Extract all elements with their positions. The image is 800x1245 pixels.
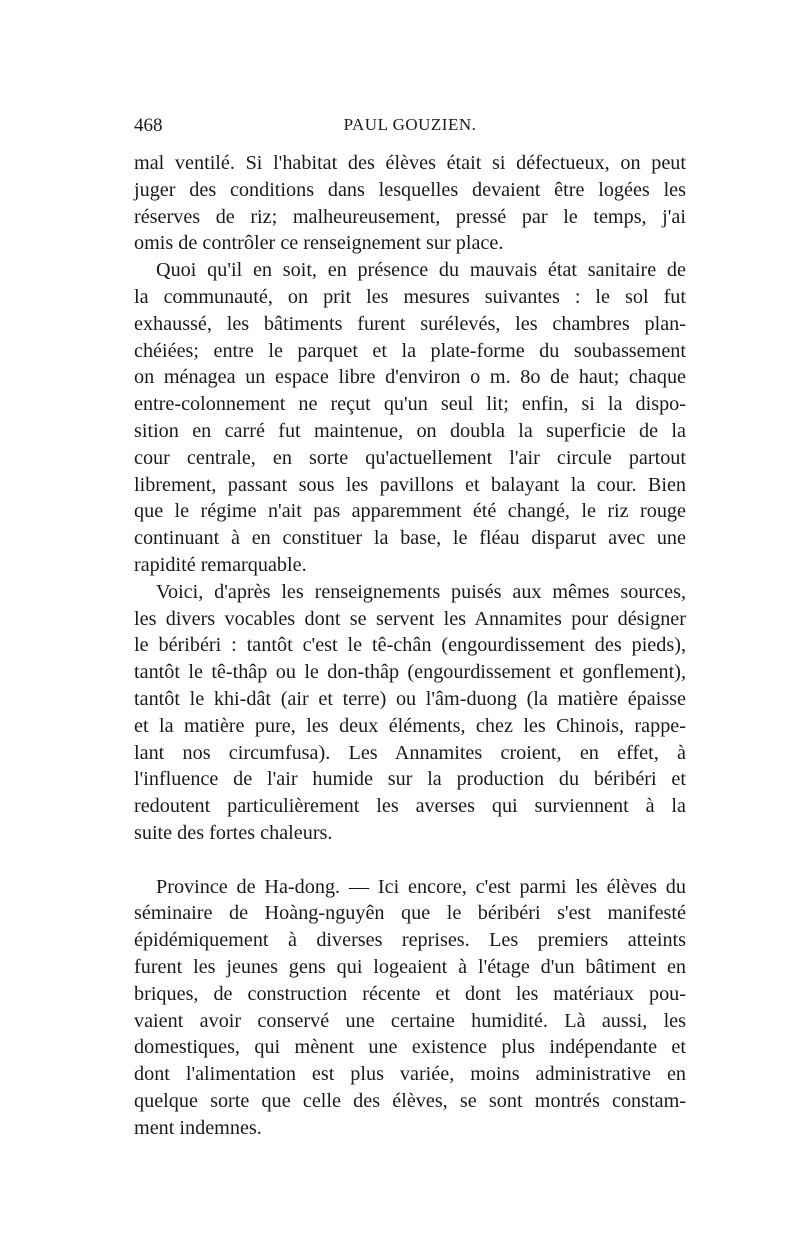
text-line: ment indemnes. [134, 1116, 262, 1139]
text-line: Voici, d'après les renseignements puisés aux mêmes sources, [156, 580, 686, 603]
text-line: les divers vocables dont se servent les Annamites pour désigner [134, 607, 686, 630]
page-header [134, 115, 686, 141]
page-body [134, 150, 686, 1141]
text-line: entre-colonnement ne reçut qu'un seul lit; enfin, si la dispo- [134, 393, 686, 416]
text-line: omis de contrôler ce renseignement sur place. [134, 232, 504, 255]
text-section [134, 874, 686, 1142]
text-line: Province de Ha-dong. — Ici encore, c'est parmi les élèves du [156, 875, 686, 898]
text-line: tantôt le tê-thâp ou le don-thâp (engourdissement et gonflement), [134, 661, 686, 684]
text-line: dont l'alimentation est plus variée, moins administrative en [134, 1063, 686, 1086]
text-line: épidémiquement à diverses reprises. Les premiers atteints [134, 929, 686, 952]
text-line: l'influence de l'air humide sur la production du béribéri et [134, 768, 686, 791]
text-section [134, 150, 686, 847]
text-line: Quoi qu'il en soit, en présence du mauvais état sanitaire de [156, 259, 686, 282]
text-line: domestiques, qui mènent une existence plus indépendante et [134, 1036, 686, 1059]
running-head: PAUL GOUZIEN. [343, 115, 477, 134]
text-line: et la matière pure, les deux éléments, chez les Chinois, rappe- [134, 714, 686, 737]
text-line: séminaire de Hoàng-nguyên que le béribéri s'est manifesté [134, 902, 686, 925]
text-line: librement, passant sous les pavillons et balayant la cour. Bien [134, 473, 686, 496]
text-line: que le régime n'ait pas apparemment été changé, le riz rouge [134, 500, 686, 523]
page-number: 468 [134, 115, 163, 136]
text-line: furent les jeunes gens qui logeaient à l'étage d'un bâtiment en [134, 955, 686, 978]
text-line: continuant à en constituer la base, le fléau disparut avec une [134, 527, 686, 550]
text-line: exhaussé, les bâtiments furent surélevés, les chambres plan- [134, 312, 686, 335]
text-line: mal ventilé. Si l'habitat des élèves était si défectueux, on peut [134, 152, 686, 174]
text-line: briques, de construction récente et dont les matériaux pou- [134, 982, 686, 1005]
text-line: tantôt le khi-dât (air et terre) ou l'âm-duong (la matière épaisse [134, 687, 686, 710]
text-line: le béribéri : tantôt c'est le tê-chân (engourdissement des pieds), [134, 634, 686, 657]
text-line: redoutent particulièrement les averses qui surviennent à la [134, 795, 686, 818]
text-line: la communauté, on prit les mesures suivantes : le sol fut [134, 285, 686, 308]
text-line: rapidité remarquable. [134, 553, 307, 576]
text-line: juger des conditions dans lesquelles devaient être logées les [134, 178, 686, 201]
text-line: lant nos circumfusa). Les Annamites croient, en effet, à [134, 741, 686, 764]
text-line: sition en carré fut maintenue, on doubla la superficie de la [134, 419, 686, 442]
text-line: cour centrale, en sorte qu'actuellement l'air circule partout [134, 446, 686, 469]
text-line: on ménagea un espace libre d'environ o m. 8o de haut; chaque [134, 366, 686, 389]
text-line: vaient avoir conservé une certaine humidité. Là aussi, les [134, 1009, 686, 1032]
section-gap [134, 847, 686, 874]
text-line: chéiées; entre le parquet et la plate-forme du soubassement [134, 339, 686, 362]
text-line: réserves de riz; malheureusement, pressé par le temps, j'ai [134, 205, 686, 228]
text-line: suite des fortes chaleurs. [134, 821, 333, 844]
text-line: quelque sorte que celle des élèves, se sont montrés constam- [134, 1089, 686, 1112]
